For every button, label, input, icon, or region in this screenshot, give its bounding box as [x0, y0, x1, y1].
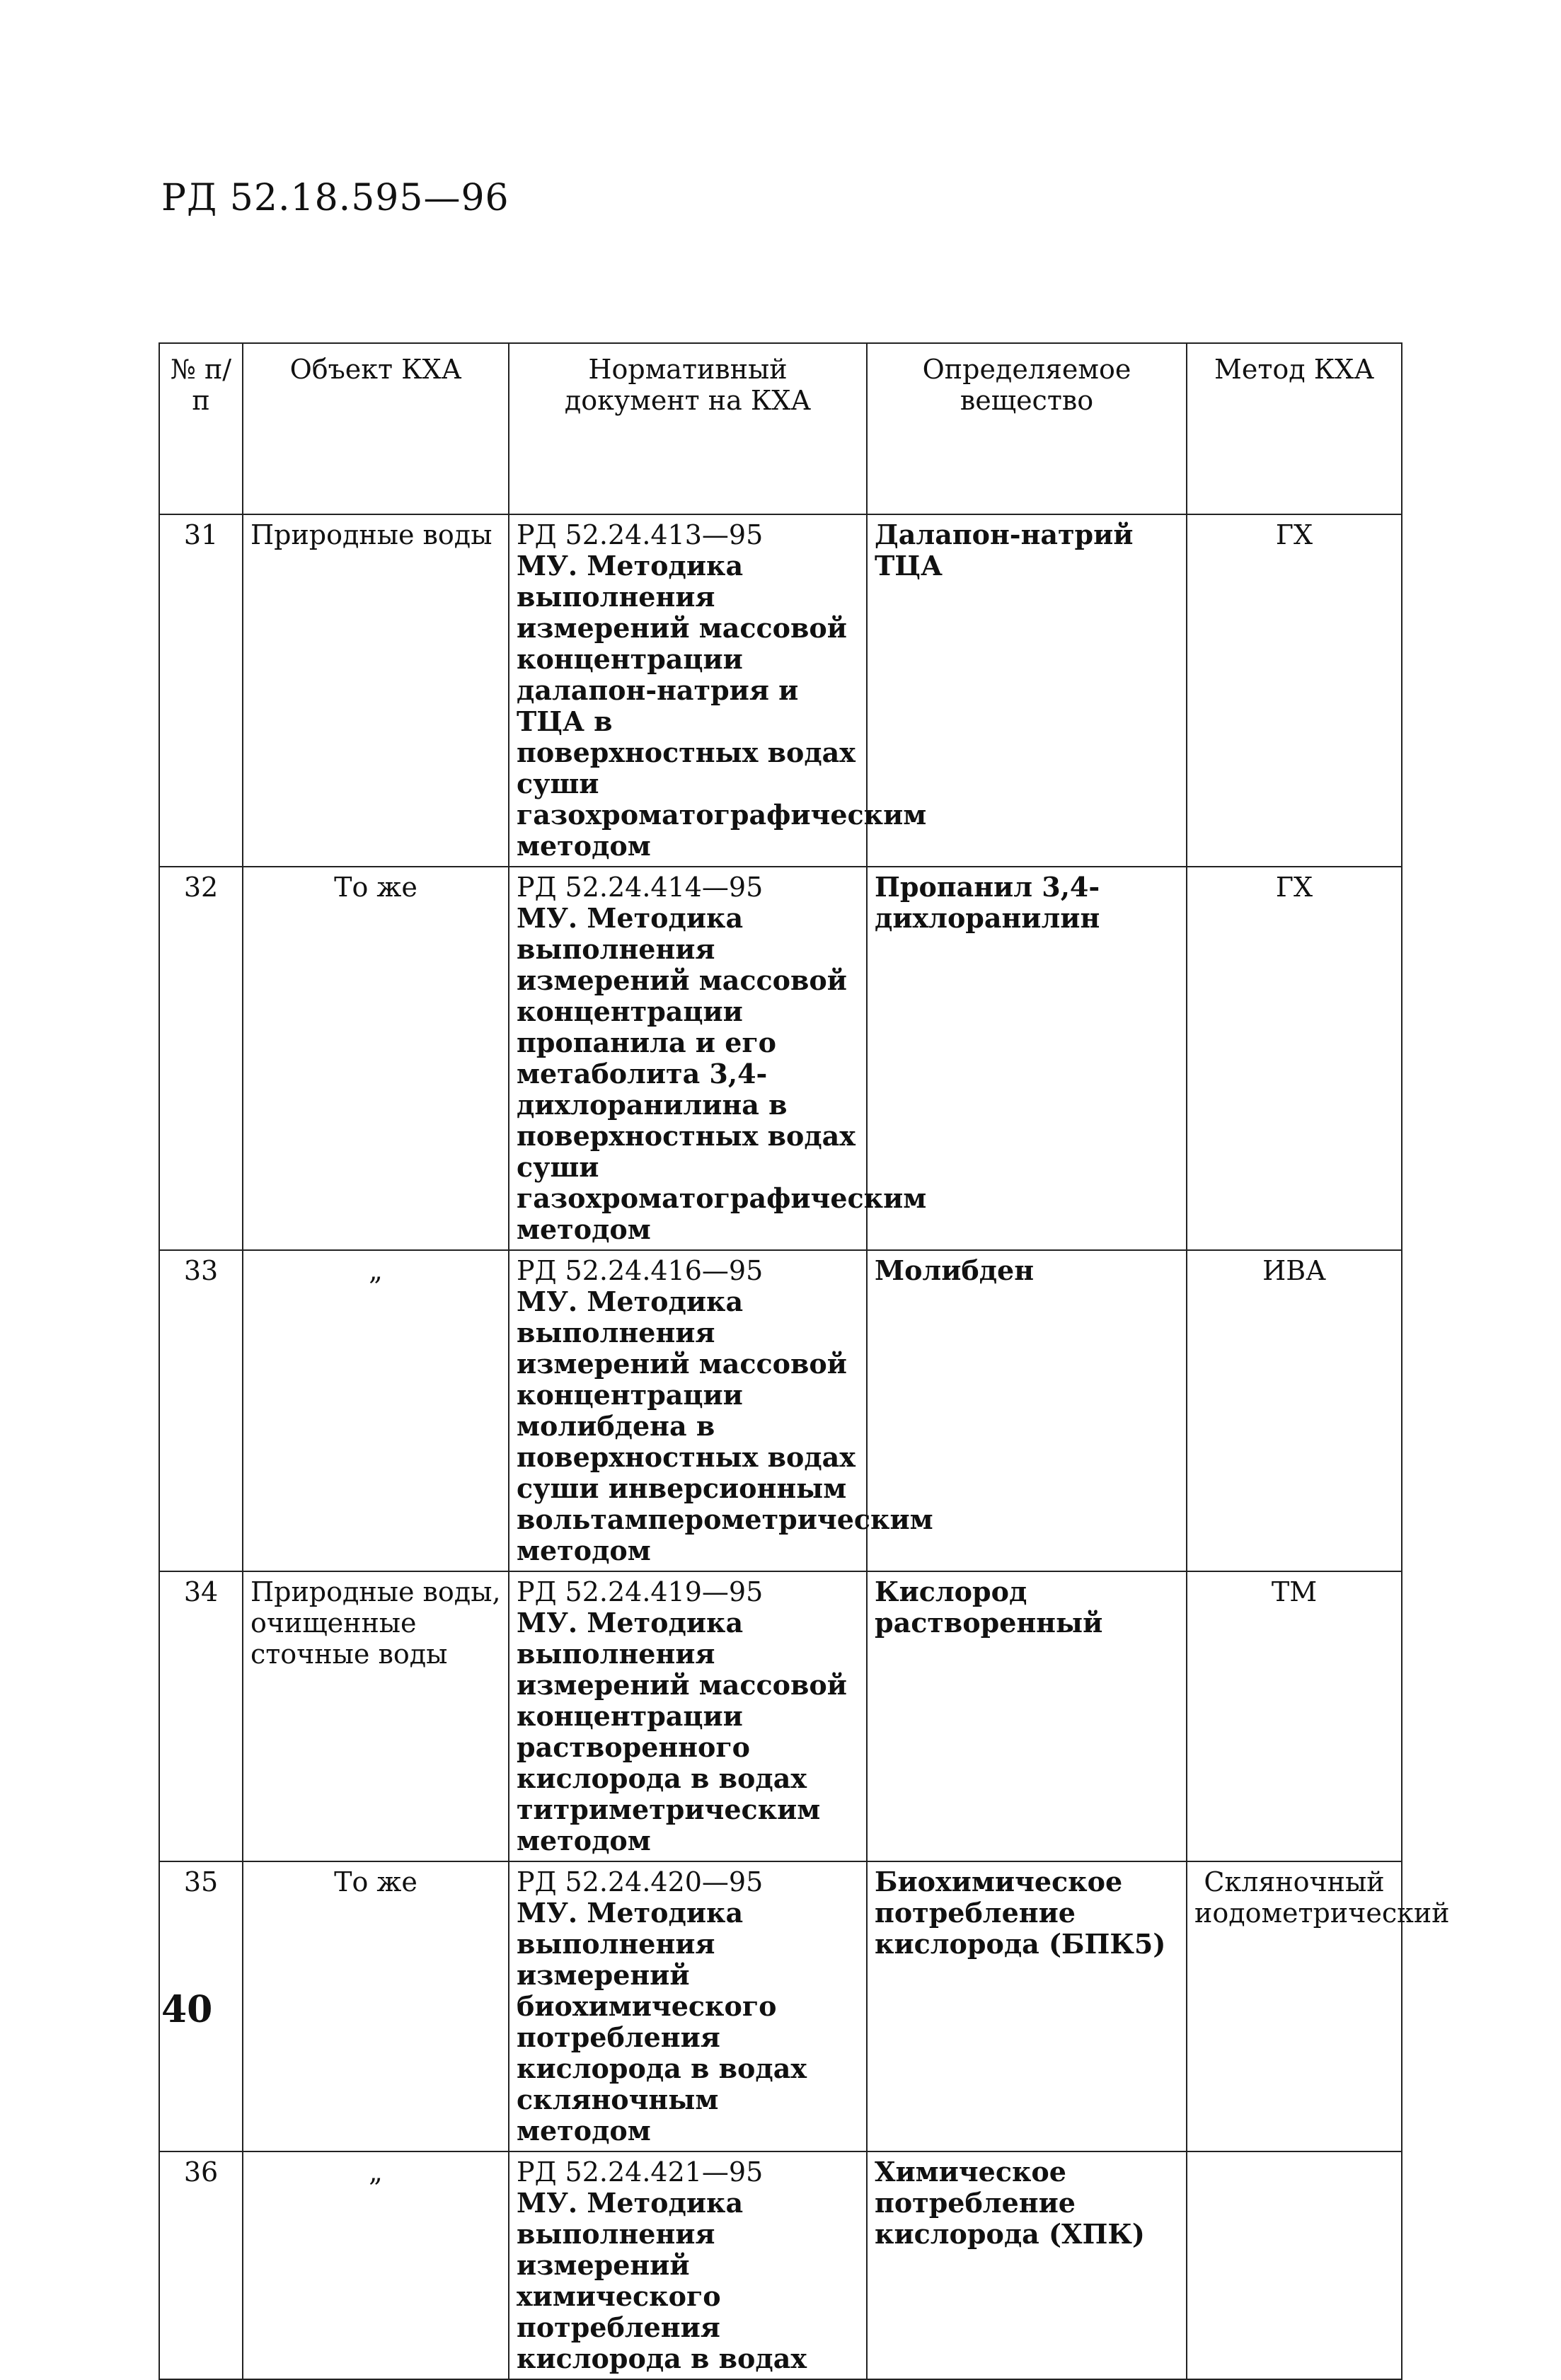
normative-document	[509, 2151, 867, 2379]
determined-substance: Пропанил 3,4-дихлоранилин	[867, 867, 1187, 1250]
analysis-method: ГХ	[1187, 514, 1402, 867]
determined-substance: Кислород растворенный	[867, 1571, 1187, 1861]
document-code-header: РД 52.18.595—96	[161, 177, 509, 219]
table-row	[159, 867, 1402, 1250]
analysis-object: „	[243, 2151, 509, 2379]
kxa-methods-table	[159, 342, 1450, 2380]
row-number: 36	[159, 2151, 243, 2379]
document-title: МУ. Методика выполнения измерений массовой концентрации растворенного кислорода в водах титриметрическим методом	[517, 1607, 847, 1856]
document-code: РД 52.24.421—95	[517, 2156, 764, 2188]
analysis-object: Природные воды	[243, 514, 509, 867]
table-row	[159, 1250, 1402, 1571]
document-title: МУ. Методика выполнения измерений биохимического потребления кислорода в водах скляночным методом	[517, 1897, 807, 2147]
analysis-object: „	[243, 1250, 509, 1571]
document-code: РД 52.24.413—95	[517, 519, 764, 550]
table-row	[159, 2151, 1402, 2379]
document-title: МУ. Методика выполнения измерений массовой концентрации молибдена в поверхностных водах суши инверсионным вольтамперометрическим методом	[517, 1286, 933, 1566]
table-row	[159, 1861, 1402, 2151]
analysis-object: То же	[243, 867, 509, 1250]
row-number: 32	[159, 867, 243, 1250]
normative-document	[509, 1250, 933, 1571]
determined-substance: Биохимическое потребление кислорода (БПК5)	[867, 1861, 1187, 2151]
document-title: МУ. Методика выполнения измерений массовой концентрации пропанила и его метаболита 3,4-дихлоранилина в поверхностных водах суши газохроматографическим методом	[517, 902, 927, 1245]
normative-document	[509, 1861, 867, 2151]
document-code: РД 52.24.416—95	[517, 1255, 764, 1286]
row-number: 35	[159, 1861, 243, 2151]
analysis-object: То же	[243, 1861, 509, 2151]
column-header-method: Метод КХА	[1187, 343, 1402, 514]
normative-document	[509, 514, 927, 867]
document-title: МУ. Методика выполнения измерений химического потребления кислорода в водах	[517, 2187, 807, 2374]
document-title: МУ. Методика выполнения измерений массовой концентрации далапон-натрия и ТЦА в поверхностных водах суши газохроматографическим методом	[517, 550, 927, 862]
page-number: 40	[161, 1988, 213, 2031]
determined-substance: Химическое потребление кислорода (ХПК)	[867, 2151, 1187, 2379]
analysis-method	[1187, 2151, 1402, 2379]
determined-substance: Молибден	[867, 1250, 1187, 1571]
document-code: РД 52.24.419—95	[517, 1576, 764, 1607]
table-row	[159, 1571, 1402, 1861]
document-code: РД 52.24.420—95	[517, 1866, 764, 1897]
column-header-num: № п/п	[159, 343, 243, 514]
column-header-document: Нормативный документ на КХА	[509, 343, 867, 514]
row-number: 34	[159, 1571, 243, 1861]
analysis-method: Скляночный иодометрический	[1187, 1861, 1402, 2151]
determined-substance: Далапон-натрий ТЦА	[867, 514, 1187, 867]
normative-document	[509, 1571, 867, 1861]
document-code: РД 52.24.414—95	[517, 872, 764, 903]
analysis-method: ТМ	[1187, 1571, 1402, 1861]
analysis-method: ИВА	[1187, 1250, 1402, 1571]
normative-document	[509, 867, 927, 1250]
row-number: 33	[159, 1250, 243, 1571]
analysis-method: ГХ	[1187, 867, 1402, 1250]
table-row	[159, 514, 1402, 867]
column-header-object: Объект КХА	[243, 343, 509, 514]
row-number: 31	[159, 514, 243, 867]
table-header-row	[159, 343, 1402, 514]
analysis-object: Природные воды, очищенные сточные воды	[243, 1571, 509, 1861]
column-header-substance: Определяемое вещество	[867, 343, 1187, 514]
